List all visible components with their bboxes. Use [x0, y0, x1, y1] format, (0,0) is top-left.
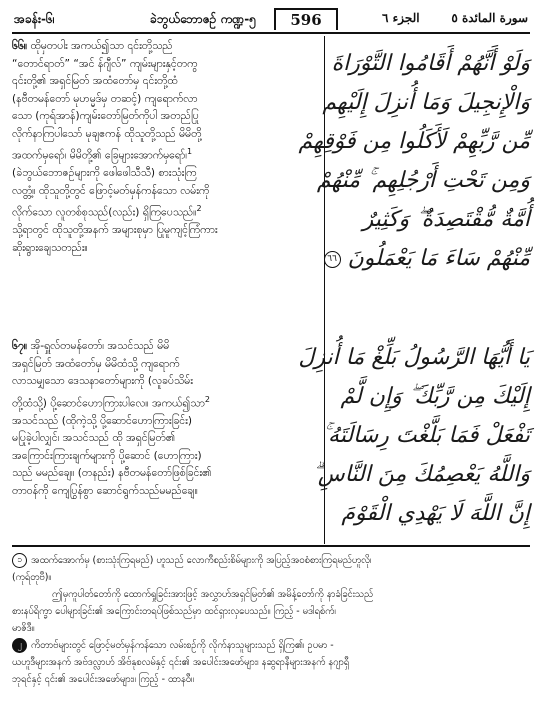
translation-line: တို့ထံသို့) ပို့ဆောင်ဟောကြားပါလေ။ အကယ်၍သာ$^2$ [12, 394, 210, 410]
verse-66-translation [12, 38, 318, 257]
page-header [12, 8, 530, 34]
verse-number: ၆၆။ [12, 40, 28, 52]
arabic-line: وَالْإِنجِيلَ وَمَا أُنزِلَ إِلَيْهِم [322, 90, 530, 115]
translation-line: အထက်မှရော်၊ မိမိတို့၏ ခြေများအောက်မှရော်၊$^1$ [12, 147, 193, 162]
translation-line: ၆၆။ ထိုမှတပါး အကယ်၍သာ ၎င်းတို့သည် [12, 40, 173, 52]
footnote-line: မာဇိဒီ။ [12, 623, 35, 634]
arabic-line: وَمِن تَحْتِ أَرْجُلِهِم ۚ مِّنْهُمْ [316, 168, 530, 193]
footnote-line: ဤမှကူပါတ်တော်ကို ထောက်ရှုခြင်းအားဖြင့် အလွှာဟ်အရှင်မြတ်၏ အမိန့်တော်ကို နာခံခြင်းသည် [52, 589, 374, 600]
footnote-marker-1: ၁ [12, 553, 27, 568]
arabic-line: تَفْعَلْ فَمَا بَلَّغْتَ رِسَالَتَهُ ۚ [322, 423, 530, 448]
footnote-line: ယဟူဒီများအနက် အဗ်ဒလ္လာဟ် အိဗ်နုစလမ်နှင့် ၎င်း၏ အပေါင်းအဖော်များ၊ နဆွရာနီများအနက် နဂျာရှီ [12, 657, 350, 668]
translation-line: တာဝန်ကို ကျေပြွန်စွာ ဆောင်ရွက်သည်မမည်ချေ။ [12, 484, 198, 497]
verse-number: ၆၇။ [12, 340, 28, 352]
arabic-line: إِلَيْكَ مِن رَّبِّكَ ۖ وَإِن لَّمْ [340, 384, 530, 409]
footnotes [12, 552, 530, 688]
footnote-line: ၂ ကိတာဗ်များတွင် ဖြောင့်မတ်မှန်ကန်သော လမ်းစဉ်ကို လိုက်နာသူများသည် ရှိကြ၏၊ ဥပမာ - [12, 637, 530, 654]
translation-line: လိုက်သော လူတစ်စုသည်(လည်း) ရှိကြပေသည်။$^2$ [12, 204, 202, 219]
footnote-line: ဘုရင်နှင့် ၎င်း၏ အပေါင်းအဖော်များ။ ကြည့် - ထာနဝီ။ [12, 674, 194, 685]
arabic-line: مِّنْهُمْ سَاءَ مَا يَعْمَلُونَ ٦٦ [330, 239, 530, 278]
translation-line: ၆၇။ အို-ရှူလ်တမန်တော်၊ အသင်သည် မိမိ [12, 340, 170, 352]
ayah-end-marker: ٦٦ [324, 251, 341, 268]
arabic-line: وَاللَّهُ يَعْصِمُكَ مِنَ النَّاسِ ۗ [312, 462, 530, 487]
arabic-line: وَلَوْ أَنَّهُمْ أَقَامُوا التَّوْرَاةَ [331, 51, 530, 76]
footnote-line: ၁ အထက်အောက်မှ (စားသုံးကြရမည်) ဟူသည် လောကီစည်းစိမ်များကို အပြည့်အဝစံစားကြရမည်ဟူလို၊ [12, 552, 530, 569]
quran-page [12, 8, 530, 704]
translation-line: လိုက်နာကြပါသော် မုချဧကန် ထိုသူတို့သည် မိမိတို့ [12, 127, 202, 140]
translation-line: အကြောင်းကြားချက်များကို ပို့ဆောင် (ဟောကြား) [12, 449, 202, 462]
translation-line: လတ္တံ့။ ထိုသူတို့တွင် ဖြောင့်မတ်မှန်ကန်သော လမ်းကို [12, 184, 210, 197]
footnote-rule [12, 545, 530, 547]
arabic-line: مِّن رَّبِّهِمْ لَأَكَلُوا مِن فَوْقِهِمْ [298, 129, 530, 154]
translation-line: သော (ကုရ်အာန်)ကျမ်းတော်မြတ်ကိုပါ အတည်ပြု [12, 110, 199, 122]
translation-line: မပြုခဲ့ပါလျှင်၊ အသင်သည် ထို အရှင်မြတ်၏ [12, 432, 176, 445]
translation-line: “တောင်ရာတ်” “အင် န်ဂျီလ်” ကျမ်းများနှင့်တကွ [12, 57, 198, 70]
footnote-marker-2: ၂ [12, 638, 27, 653]
section-title: ခဲဘွယ်ဘောဇဉ် ကဏ္ဍ-၅ [150, 12, 257, 26]
surah-label: سورة المائدة ٥ [451, 11, 528, 25]
translation-line: (ခဲဘွယ်ဘောဇဉ်များကို ဖေါဖေါသီသီ) စားသုံးကြ [12, 167, 197, 180]
page-number: 596 [274, 8, 338, 30]
verse-67-translation [12, 338, 318, 500]
arabic-verse-66 [298, 44, 530, 278]
translation-line: သည် မမည်ချေ။ (တနည်း) နဗီတမန်တော်ဖြစ်ခြင်း၏ [12, 467, 212, 480]
footnote-ref: 1 [187, 147, 193, 156]
footnote-ref: 2 [196, 204, 202, 214]
arabic-line: إِنَّ اللَّهَ لَا يَهْدِي الْقَوْمَ [341, 501, 530, 526]
arabic-line: أُمَّةٌ مُّقْتَصِدَةٌ ۖ وَكَثِيرٌ [362, 207, 530, 232]
chapter-label: အခန်း-၆၊ [14, 12, 55, 26]
footnote-line: စားနပ်ရိက္ခာ ပေါများခြင်း၏ အကြောင်းတရပ်ဖြစ်သည်မှာ ထင်ရှားလှပေသည်။ ကြည့် - မဒါရစ်က်၊ [12, 606, 336, 617]
translation-line: (နဗီတမန်တော် မုဟမ္မဒ်မှ တဆင့်) ကျရောက်လာ [12, 92, 198, 105]
translation-line: ၎င်းတို့၏ အရှင်မြတ် အထံတော်မှ ၎င်းတို့ထံ [12, 75, 178, 87]
footnote-line: (ကုရ်တုဗီ)။ [12, 572, 52, 583]
arabic-verse-67 [298, 338, 530, 533]
arabic-line: يَا أَيُّهَا الرَّسُولُ بَلِّغْ مَا أُنزِلَ [298, 345, 530, 370]
translation-line: ဆိုးရွားချေသတည်း။ [12, 241, 88, 254]
translation-line: အရှင်မြတ် အထံတော်မှ မိမိထံသို့ ကျရောက် [12, 357, 180, 370]
footnote-ref: 2 [204, 394, 210, 404]
translation-line: လာသမျှသော ဒေသနာတော်များကို (လူခပ်သိမ်း [12, 375, 193, 387]
translation-line: အသင်သည် (ထိုကဲ့သို့ ပို့ဆောင်ဟောကြားခြင်း) [12, 414, 193, 427]
juz-label: الجزء ٦ [382, 11, 420, 25]
translation-line: သို့ရာတွင် ထိုသူတို့အနက် အများစုမှာ ပြုမူကျင့်ကြံကား [12, 224, 218, 237]
